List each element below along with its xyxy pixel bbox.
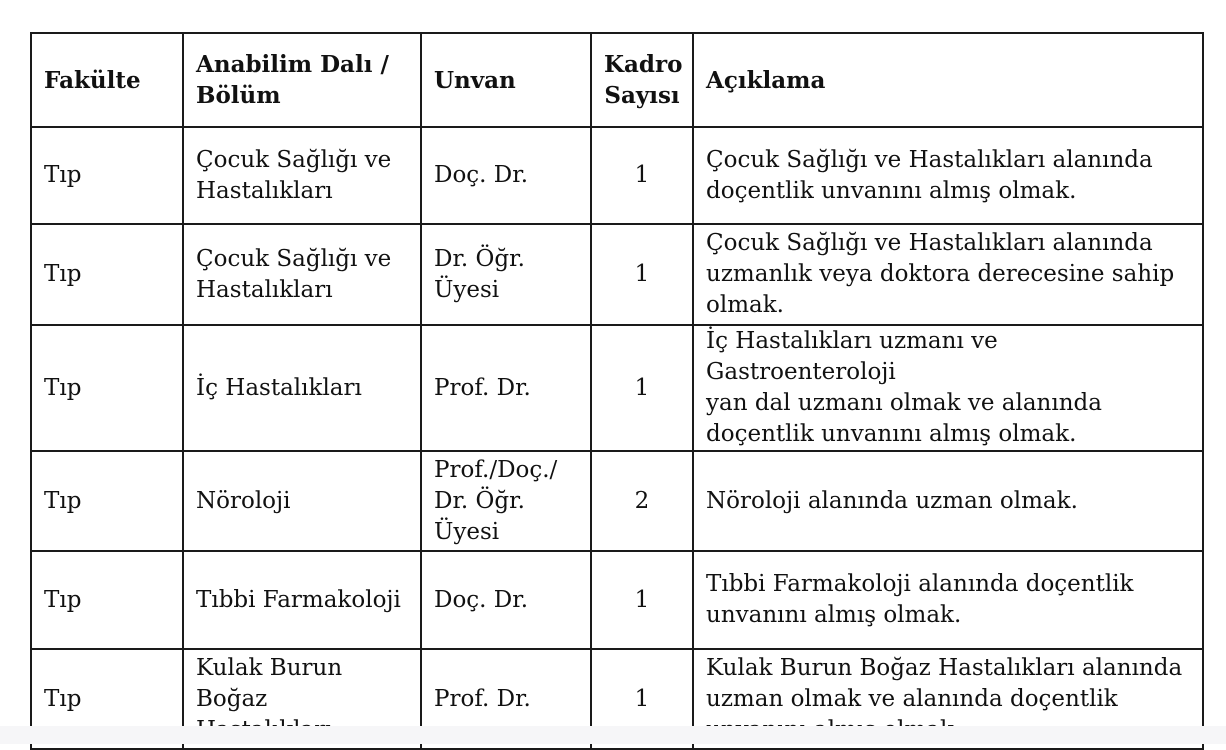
bolum-line: Tıbbi Farmakoloji: [196, 586, 401, 613]
aciklama-line: uzman olmak ve alanında doçentlik: [706, 685, 1118, 712]
aciklama-line: Tıbbi Farmakoloji alanında doçentlik: [706, 571, 1134, 597]
cell-kadro-sayisi: 2: [591, 451, 693, 551]
header-kadro-line2: Sayısı: [604, 82, 680, 109]
cell-fakulte: Tıp: [31, 224, 183, 325]
table-header-row: [31, 33, 1203, 127]
cell-aciklama: [693, 325, 1203, 451]
header-anabilim-line2: Bölüm: [196, 82, 281, 109]
bolum-line: Çocuk Sağlığı ve: [196, 146, 392, 173]
header-kadro-sayisi: [591, 33, 693, 127]
cell-fakulte: Tıp: [31, 551, 183, 649]
aciklama-line: yan dal uzmanı olmak ve alanında: [706, 390, 1102, 416]
cell-unvan: [421, 451, 591, 551]
cell-fakulte: Tıp: [31, 649, 183, 749]
aciklama-line: olmak.: [706, 292, 784, 318]
table-row: [31, 325, 1203, 451]
bolum-line: Hastalıkları: [196, 276, 333, 303]
bolum-line: Boğaz: [196, 685, 268, 712]
unvan-line: Prof./Doç./: [434, 456, 558, 483]
table-row: [31, 127, 1203, 224]
cell-aciklama: [693, 224, 1203, 325]
bolum-line: Kulak Burun: [196, 654, 343, 681]
cell-aciklama: [693, 451, 1203, 551]
aciklama-line: unvanını almış olmak.: [706, 602, 962, 628]
cell-bolum: [183, 127, 421, 224]
table-row: [31, 451, 1203, 551]
cell-bolum: [183, 451, 421, 551]
aciklama-line: uzmanlık veya doktora derecesine sahip: [706, 261, 1175, 287]
cell-aciklama: [693, 551, 1203, 649]
cell-bolum: [183, 224, 421, 325]
cell-bolum: [183, 325, 421, 451]
cell-kadro-sayisi: 1: [591, 224, 693, 325]
unvan-line: Dr. Öğr.: [434, 245, 525, 272]
page-bottom-band: [0, 726, 1226, 744]
header-aciklama: Açıklama: [693, 33, 1203, 127]
unvan-line: Üyesi: [434, 518, 500, 545]
header-anabilim-dali: [183, 33, 421, 127]
bolum-line: İç Hastalıkları: [196, 374, 362, 401]
cell-fakulte: Tıp: [31, 451, 183, 551]
header-unvan: Unvan: [421, 33, 591, 127]
aciklama-line: Çocuk Sağlığı ve Hastalıkları alanında: [706, 230, 1153, 256]
aciklama-line: doçentlik unvanını almış olmak.: [706, 421, 1077, 447]
cell-unvan: [421, 127, 591, 224]
cell-unvan: [421, 325, 591, 451]
cell-bolum: [183, 551, 421, 649]
cell-fakulte: Tıp: [31, 325, 183, 451]
aciklama-line: Kulak Burun Boğaz Hastalıkları alanında: [706, 654, 1183, 681]
unvan-line: Doç. Dr.: [434, 162, 529, 188]
header-kadro-line1: Kadro: [604, 51, 683, 78]
unvan-line: Prof. Dr.: [434, 685, 531, 712]
kadro-table: [30, 32, 1204, 750]
header-fakulte: Fakülte: [31, 33, 183, 127]
cell-kadro-sayisi: 1: [591, 325, 693, 451]
aciklama-line: Çocuk Sağlığı ve Hastalıkları alanında: [706, 146, 1153, 173]
cell-kadro-sayisi: 1: [591, 649, 693, 749]
aciklama-line: İç Hastalıkları uzmanı ve Gastroenteroloji: [706, 328, 998, 385]
aciklama-line: doçentlik unvanını almış olmak.: [706, 177, 1077, 204]
table-row: [31, 551, 1203, 649]
cell-aciklama: [693, 127, 1203, 224]
bolum-line: Nöroloji: [196, 487, 291, 514]
cell-kadro-sayisi: 1: [591, 551, 693, 649]
cell-unvan: [421, 224, 591, 325]
table-row: [31, 224, 1203, 325]
cell-fakulte: Tıp: [31, 127, 183, 224]
aciklama-line: Nöroloji alanında uzman olmak.: [706, 487, 1078, 514]
bolum-line: Hastalıkları: [196, 177, 333, 204]
header-anabilim-line1: Anabilim Dalı /: [196, 51, 389, 78]
unvan-line: Prof. Dr.: [434, 374, 531, 401]
unvan-line: Dr. Öğr.: [434, 487, 525, 514]
cell-unvan: [421, 551, 591, 649]
cell-kadro-sayisi: 1: [591, 127, 693, 224]
unvan-line: Üyesi: [434, 276, 500, 303]
unvan-line: Doç. Dr.: [434, 586, 529, 613]
bolum-line: Çocuk Sağlığı ve: [196, 245, 392, 272]
